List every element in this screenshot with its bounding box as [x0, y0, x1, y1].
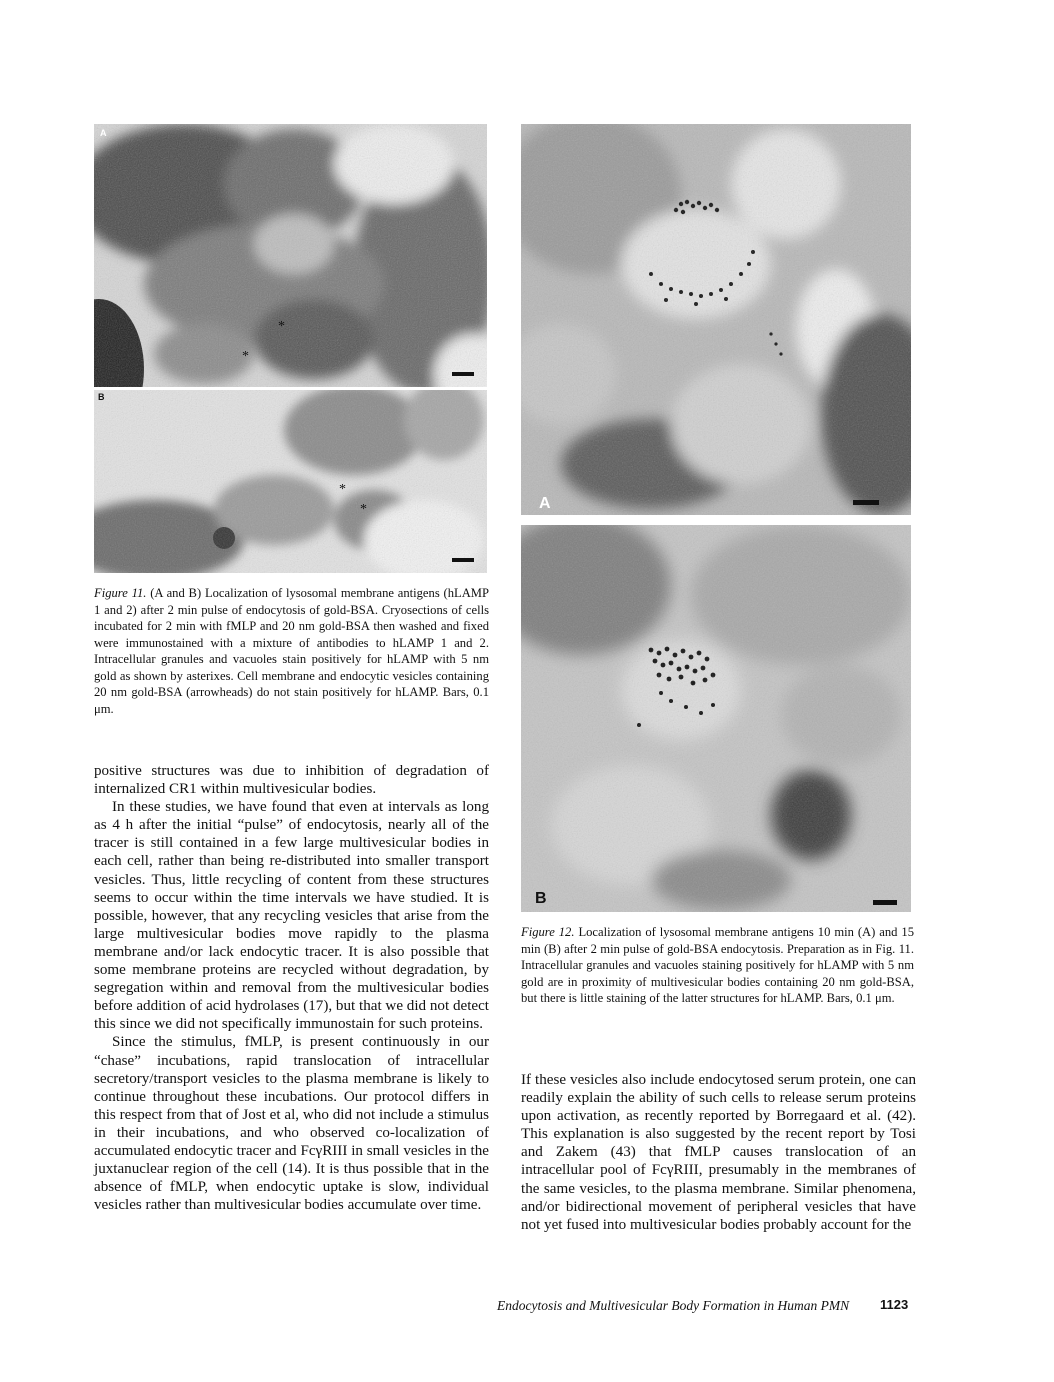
figure-11a-asterisk-2: *	[242, 349, 249, 364]
figure-11b-asterisk-2: *	[360, 502, 367, 517]
figure-12b-panel-letter: B	[535, 890, 547, 907]
running-footer-title: Endocytosis and Multivesicular Body Formation in Human PMN	[497, 1298, 850, 1313]
figure-11-caption-text: (A and B) Localization of lysosomal membrane antigens (hLAMP 1 and 2) after 2 min pulse of endocytosis of gold-BSA. Cryosections of cells incubated for 2 min with fMLP and 20 nm gold-BSA then washed and fixed were immunostained with a mixture of antibodies to hLAMP 1 and 2. Intracellular granules and vacuoles stain positively for hLAMP with 5 nm gold as shown by asterixes. Cell membrane and endocytic vesicles containing 20 nm gold-BSA (arrowheads) do not stain positively for hLAMP. Bars, 0.1 μm.	[94, 586, 489, 716]
figure-11a-asterisk-1: *	[278, 319, 285, 334]
left-paragraph-1: positive structures was due to inhibition of degradation of internalized CR1 within multivesicular bodies.	[94, 763, 489, 798]
figure-12-caption-label: Figure 12.	[521, 925, 575, 939]
figure-11b-asterisk-1: *	[339, 482, 346, 497]
figure-11b-panel-letter: B	[98, 392, 105, 402]
figure-11-caption-label: Figure 11.	[94, 586, 147, 600]
left-paragraph-2: In these studies, we have found that even at intervals as long as 4 h after the initial “pulse” of endocytosis, nearly all of the tracer is still contained in a few large multivesicular bodies in each cell, rather than being re-distributed into smaller transport vesicles. Thus, little recycling of content from these structures seems to occur within the time intervals we have studied. It is possible, however, that any recycling vesicles that arise from the large multivesicular bodies move rapidly to the plasma membrane and/or lack endocytic tracer. It is also possible that some membrane proteins are recycled without degradation, by segregation within and removal from the multivesicular bodies before addition of acid hydrolases (17), but that we did not detect this since we did not specifically immunostain for such proteins.	[94, 799, 489, 1033]
left-paragraph-3: Since the stimulus, fMLP, is present continuously in our “chase” incubations, rapid translocation of intracellular secretory/transport vesicles to the plasma membrane is likely to continue throughout these incubations. Our protocol differs in this respect from that of Jost et al, who did not include a stimulus in their incubations, and who observed co-localization of accumulated endocytic tracer and FcγRIII in small vesicles in the juxtanuclear region of the cell (14). It is thus possible that in the absence of fMLP, when endocytic uptake is slow, individual vesicles rather than multivesicular bodies accumulate over time.	[94, 1034, 489, 1214]
page-number: 1123	[880, 1297, 909, 1312]
figure-12-caption-text: Localization of lysosomal membrane antigens 10 min (A) and 15 min (B) after 2 min pulse of gold-BSA endocytosis. Preparation as in Fig. 11. Intracellular granules and vacuoles staining positively for hLAMP with 5 nm gold are in proximity of multivesicular bodies containing 20 nm gold-BSA, but there is little staining of the latter structures for hLAMP. Bars, 0.1 μm.	[521, 925, 914, 1005]
figure-12a-panel-letter: A	[539, 495, 551, 512]
figure-12a-micrograph	[521, 124, 911, 515]
figure-11-caption	[94, 585, 489, 717]
figure-11b-micrograph	[94, 390, 487, 573]
figure-12-caption	[521, 924, 914, 1007]
right-paragraph-1: If these vesicles also include endocytosed serum protein, one can readily explain the ability of such cells to release serum proteins upon activation, as recently reported by Borregaard et al. (42). This explanation is also suggested by the recent report by Tosi and Zakem (43) that fMLP causes translocation of an intracellular pool of FcγRIII, presumably in the membranes of the same vesicles, to the plasma membrane. Similar phenomena, and/or bidirectional movement of peripheral vesicles that have not yet fused into multivesicular bodies probably account for the	[521, 1072, 916, 1233]
right-text-column	[521, 1071, 916, 1234]
figure-11a-panel-letter: A	[100, 128, 107, 138]
figure-11a-micrograph	[94, 124, 487, 387]
left-text-column	[94, 762, 489, 1214]
figure-12b-micrograph	[521, 525, 911, 912]
